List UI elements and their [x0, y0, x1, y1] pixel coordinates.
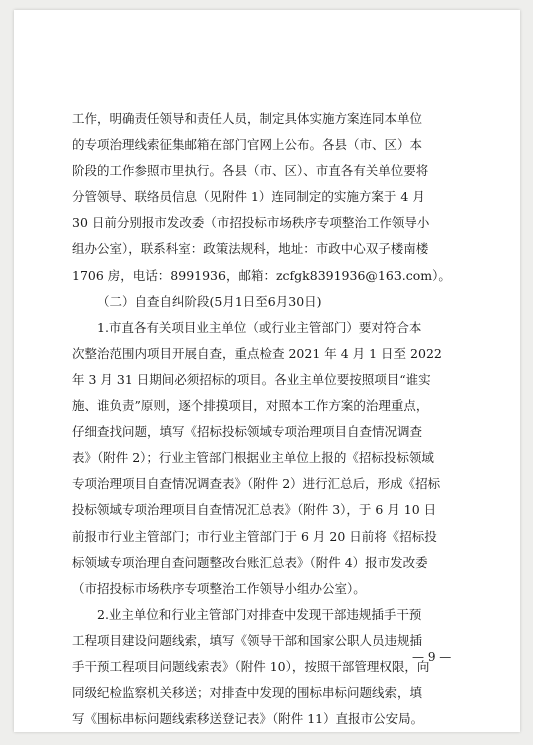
text-line: 1706 房，电话：8991936，邮箱：zcfgk8391936@163.com）。	[72, 267, 451, 283]
text-line: 标领域专项治理自查问题整改台账汇总表》（附件 4）报市发改委	[72, 554, 428, 570]
text-line: 2.业主单位和行业主管部门对排查中发现干部违规插手干预	[97, 606, 422, 622]
text-line: 工作，明确责任领导和责任人员，制定具体实施方案连同本单位	[72, 111, 423, 126]
text-line: 写《围标串标问题线索移送登记表》（附件 11）直报市公安局。	[72, 711, 424, 727]
text-line: 仔细查找问题，填写《招标投标领域专项治理项目自查情况调查	[72, 424, 423, 440]
text-line: 专项治理项目自查情况调查表》（附件 2）进行汇总后，形成《招标	[72, 476, 441, 492]
text-line: 次整治范围内项目开展自查，重点检查 2021 年 4 月 1 日至 2022	[72, 345, 442, 361]
text-line: 年 3 月 31 日期间必须招标的项目。各业主单位要按照项目“谁实	[72, 371, 431, 387]
text-line: 组办公室），联系科室：政策法规科，地址：市政中心双子楼南楼	[72, 241, 429, 257]
page-number: — 9 —	[412, 650, 452, 664]
text-line: 表》（附件 2）；行业主管部门根据业主单位上报的《招标投标领域	[72, 450, 434, 466]
text-line: 同级纪检监察机关移送；对排查中发现的围标串标问题线索，填	[72, 685, 423, 701]
section-heading: （二）自查自纠阶段(5月1日至6月30日)	[97, 293, 322, 309]
text-line: 分管领导、联络员信息（见附件 1）连同制定的实施方案于 4 月	[72, 189, 425, 205]
text-line: 1.市直各有关项目业主单位（或行业主管部门）要对符合本	[97, 319, 422, 335]
text-line: 投标领域专项治理项目自查情况汇总表》（附件 3），于 6 月 10 日	[72, 502, 437, 518]
text-line: 30 日前分别报市发改委（市招投标市场秩序专项整治工作领导小	[72, 215, 430, 231]
document-body	[72, 106, 476, 732]
text-line: 的专项治理线索征集邮箱在部门官网上公布。各县（市、区）本	[72, 137, 423, 153]
text-line: 工程项目建设问题线索，填写《领导干部和国家公职人员违规插	[72, 632, 423, 648]
text-line: 施、谁负责”原则，逐个排摸项目，对照本工作方案的治理重点，	[72, 398, 429, 414]
document-page	[14, 10, 520, 732]
text-line: 前报市行业主管部门；市行业主管部门于 6 月 20 日前将《招标投	[72, 528, 437, 544]
text-line: 阶段的工作参照市里执行。各县（市、区）、市直各有关单位要将	[72, 163, 429, 179]
text-line: （市招投标市场秩序专项整治工作领导小组办公室）。	[72, 580, 366, 596]
text-line: 手干预工程项目问题线索表》（附件 10），按照干部管理权限，向	[72, 658, 430, 674]
